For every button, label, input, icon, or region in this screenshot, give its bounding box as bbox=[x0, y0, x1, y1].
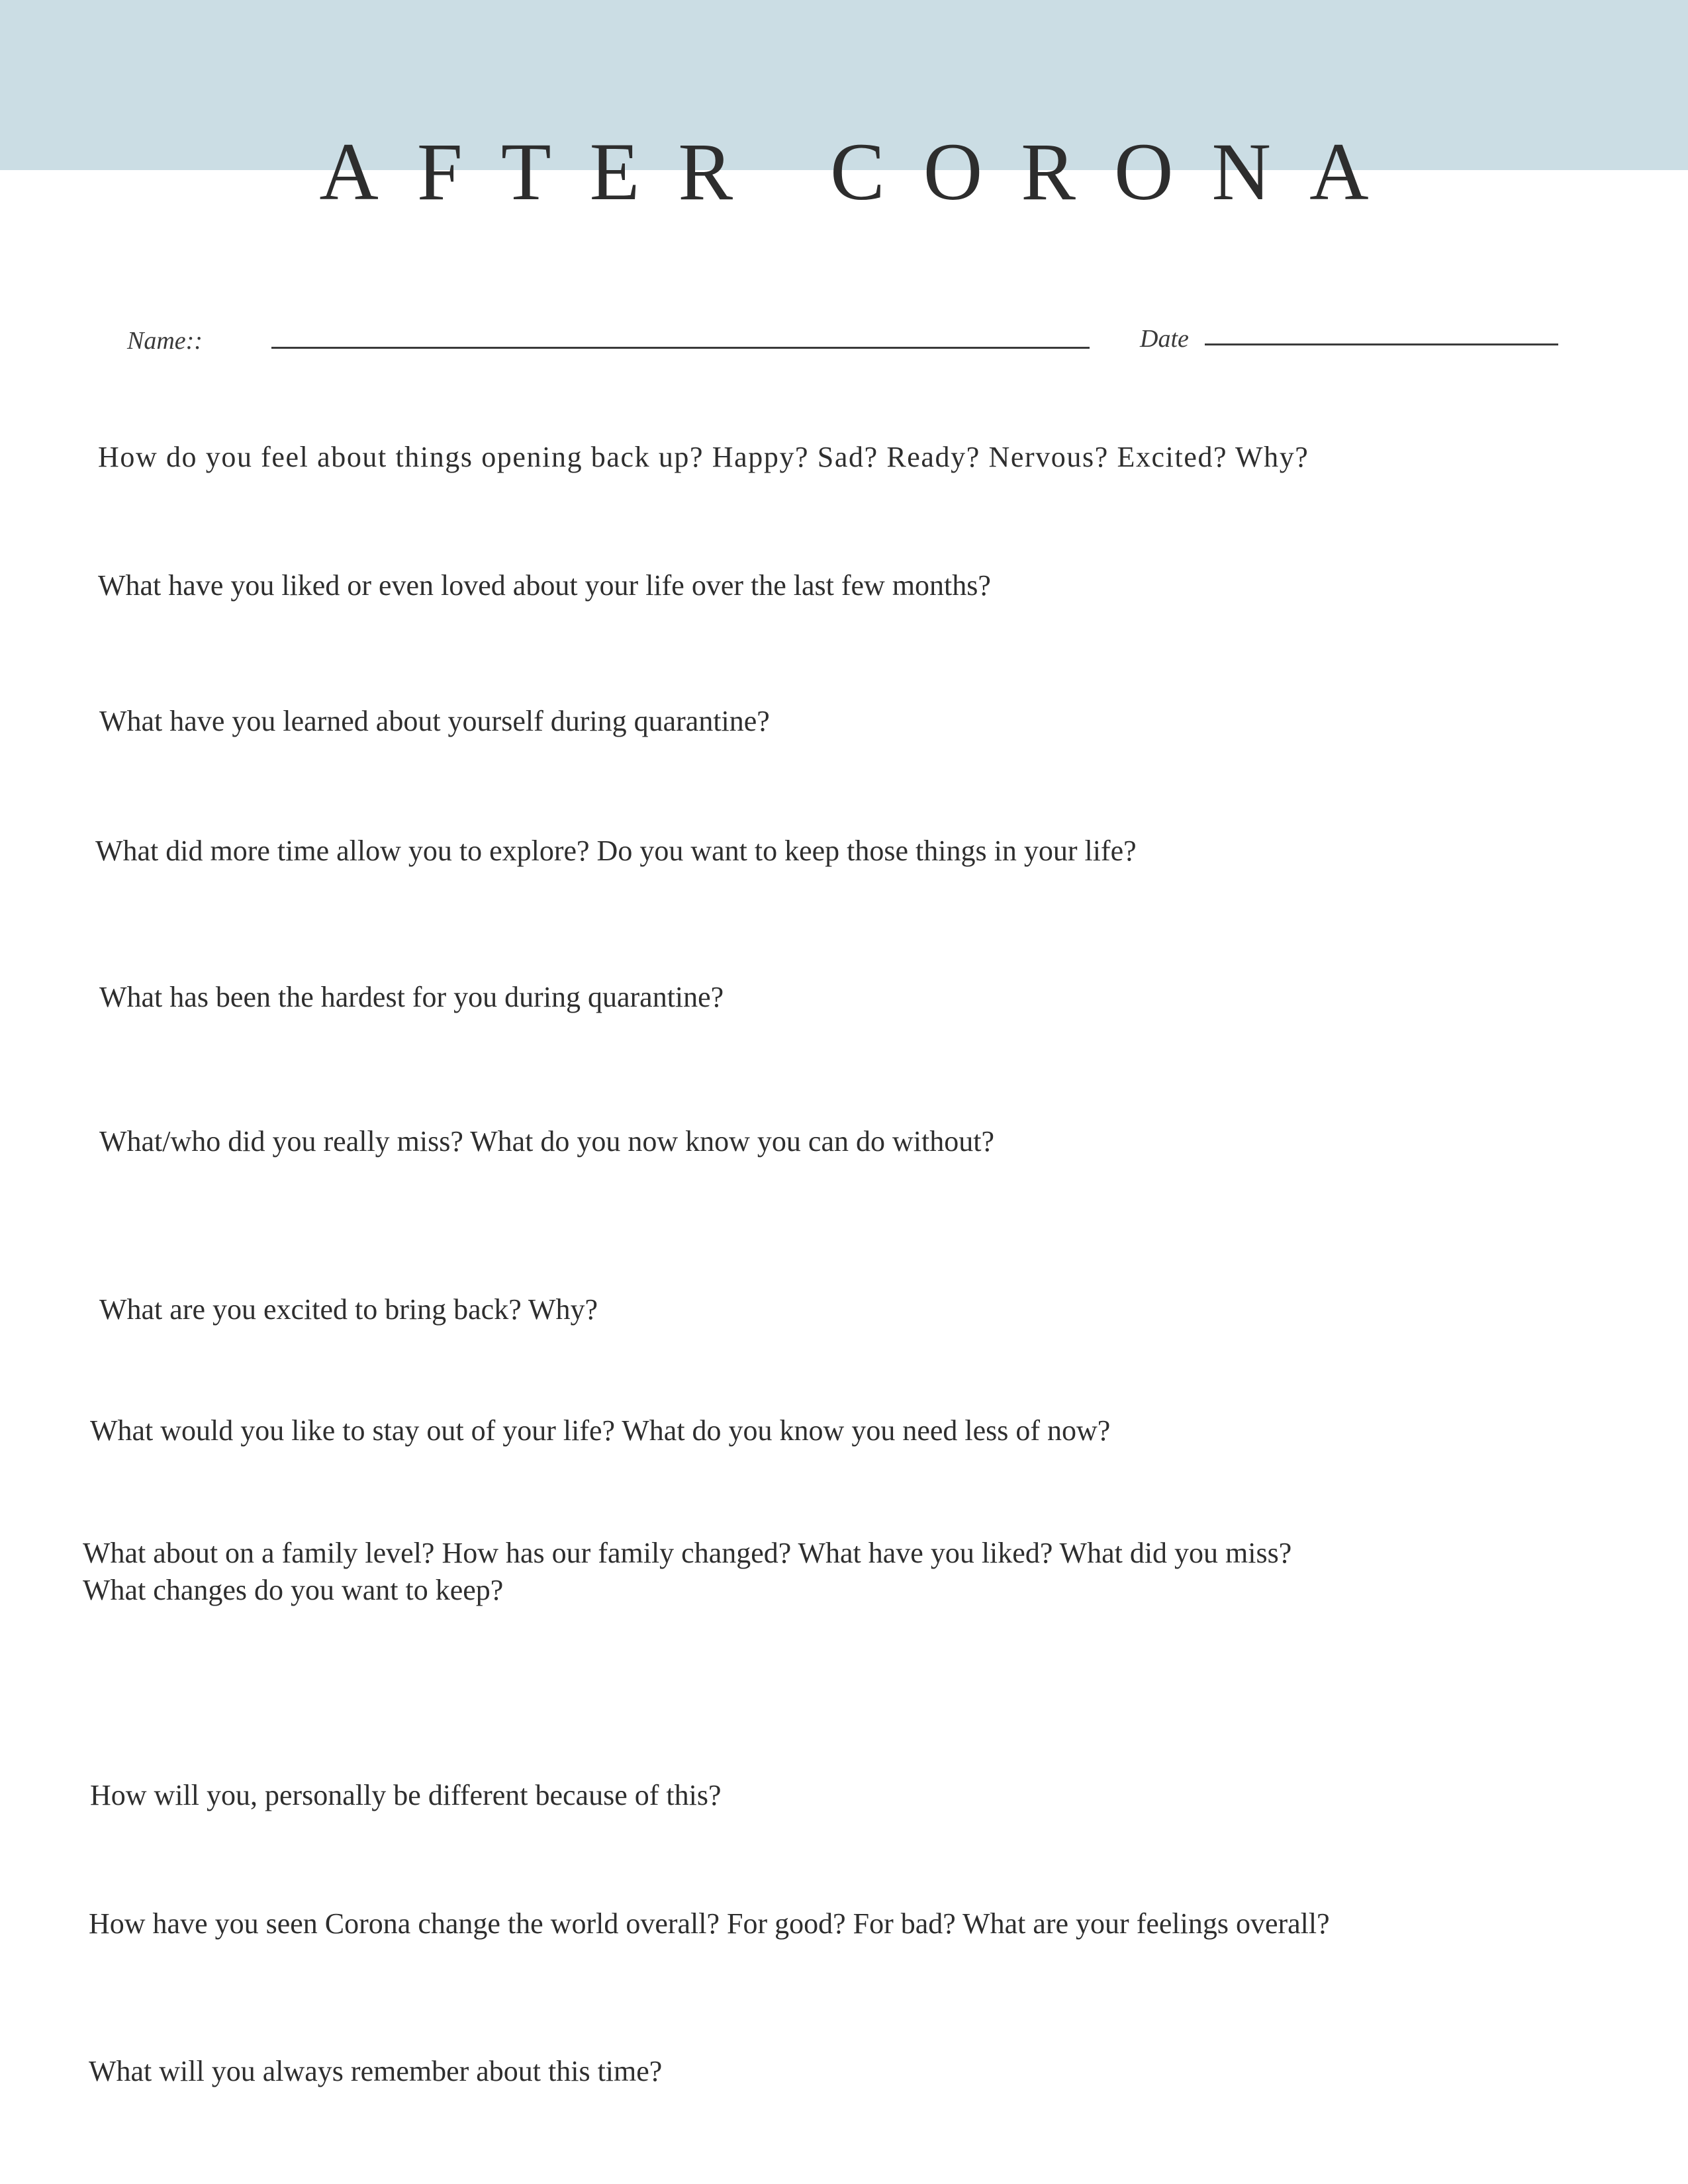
question-stay-out: What would you like to stay out of your life? What do you know you need less of now? bbox=[90, 1414, 1111, 1447]
name-label: Name:: bbox=[127, 327, 203, 355]
date-field-line[interactable] bbox=[1205, 343, 1558, 345]
question-hardest: What has been the hardest for you during quarantine? bbox=[99, 981, 724, 1013]
question-family-level: What about on a family level? How has our family changed? What have you liked? What did you miss? bbox=[83, 1537, 1292, 1569]
question-liked-loved: What have you liked or even loved about your life over the last few months? bbox=[98, 569, 991, 602]
question-personally-different: How will you, personally be different because of this? bbox=[90, 1779, 722, 1811]
question-always-remember: What will you always remember about this time? bbox=[89, 2055, 663, 2087]
question-bring-back: What are you excited to bring back? Why? bbox=[99, 1293, 598, 1326]
question-feelings-reopening: How do you feel about things opening back up? Happy? Sad? Ready? Nervous? Excited? Why? bbox=[98, 441, 1309, 473]
date-label: Date bbox=[1140, 325, 1189, 353]
question-world-overall: How have you seen Corona change the world overall? For good? For bad? What are your feelings overall? bbox=[89, 1907, 1330, 1940]
question-more-time: What did more time allow you to explore? Do you want to keep those things in your life? bbox=[95, 835, 1137, 867]
page-title: AFTER CORONA bbox=[319, 126, 1407, 217]
question-learned-yourself: What have you learned about yourself during quarantine? bbox=[99, 705, 770, 737]
question-miss-without: What/who did you really miss? What do you now know you can do without? bbox=[99, 1125, 994, 1158]
question-family-level-continued: What changes do you want to keep? bbox=[83, 1574, 504, 1606]
name-field-line[interactable] bbox=[271, 347, 1090, 349]
